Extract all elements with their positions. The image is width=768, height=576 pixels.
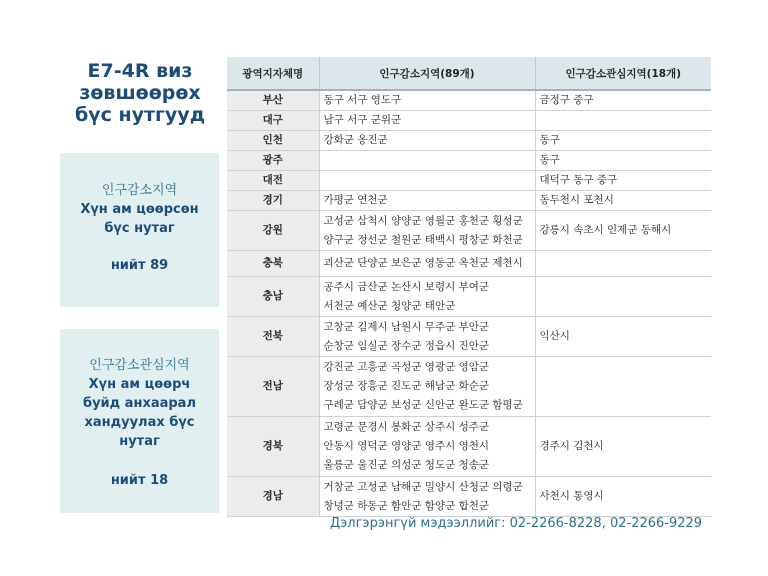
concern-cell	[535, 111, 711, 131]
card-korean-label: 인구감소지역	[101, 183, 178, 198]
region-name-cell: 부산	[227, 90, 319, 111]
region-name-cell: 충북	[227, 251, 319, 277]
table-row	[227, 211, 711, 251]
concern-cell	[535, 251, 711, 277]
region-name-cell: 대전	[227, 171, 319, 191]
card-label-line: хандуулах бүс	[84, 415, 195, 430]
district-list-line: 강화군 옹진군	[323, 134, 388, 146]
column-header-concern: 인구감소관심지역(18개)	[535, 57, 711, 90]
district-list-line: 순창군 임실군 장수군 정읍시 진안군	[323, 339, 489, 352]
district-list-line: 구례군 담양군 보성군 신안군 완도군 함평군	[323, 399, 523, 411]
concern-area-card	[60, 329, 219, 513]
region-name-cell: 경기	[227, 191, 319, 211]
district-list-line: 강진군 고흥군 곡성군 영광군 영암군	[323, 361, 489, 373]
table-body	[227, 90, 711, 517]
depopulation-cell	[319, 131, 535, 151]
title-line: зөвшөөрөх	[79, 82, 201, 104]
concern-cell: 동두천시 포천시	[535, 191, 711, 211]
depopulation-cell	[319, 191, 535, 211]
page-title	[60, 60, 220, 126]
district-list-line: 거창군 고성군 남해군 밀양시 산청군 의령군	[323, 480, 523, 493]
column-header-depopulation: 인구감소지역(89개)	[319, 57, 535, 90]
concern-cell: 금정구 중구	[535, 90, 711, 111]
region-name-cell: 인천	[227, 131, 319, 151]
card-label-line: Хүн ам цөөрч	[88, 377, 191, 392]
depopulation-cell	[319, 211, 535, 251]
table-row	[227, 251, 711, 277]
card-label-line: нутаг	[119, 434, 160, 449]
region-name-cell: 전남	[227, 357, 319, 417]
district-list-line: 고성군 삼척시 양양군 영월군 홍천군 횡성군	[323, 214, 523, 227]
region-name-cell: 전북	[227, 317, 319, 357]
table-row	[227, 151, 711, 171]
concern-cell: 익산시	[535, 317, 711, 357]
region-name-cell: 경북	[227, 417, 319, 477]
region-name-cell: 경남	[227, 477, 319, 517]
card-label-line: Хүн ам цөөрсөн	[80, 202, 199, 217]
depopulation-cell	[319, 171, 535, 191]
district-list-line: 동구 서구 영도구	[323, 94, 402, 106]
depopulation-cell	[319, 90, 535, 111]
card-label-line: бүс нутаг	[104, 221, 175, 236]
concern-cell: 동구	[535, 151, 711, 171]
column-header-province: 광역지자체명	[227, 57, 319, 90]
table-row	[227, 357, 711, 417]
district-list-line: 남구 서구 군위군	[323, 114, 402, 126]
contact-footer: Дэлгэрэнгүй мэдээллийг: 02-2266-8228, 02-2266-9229	[330, 516, 703, 531]
table-header-row	[227, 57, 711, 90]
regions-table	[227, 57, 711, 517]
card-total: нийт 89	[110, 258, 169, 273]
depopulation-cell	[319, 151, 535, 171]
region-name-cell: 대구	[227, 111, 319, 131]
district-list-line: 장성군 장흥군 진도군 해남군 화순군	[323, 380, 489, 392]
table-row	[227, 317, 711, 357]
district-list-line: 고령군 문경시 봉화군 상주시 성주군	[323, 421, 489, 433]
card-total: нийт 18	[110, 473, 169, 488]
concern-cell: 강릉시 속초시 인제군 동해시	[535, 211, 711, 251]
concern-cell	[535, 357, 711, 417]
concern-cell: 대덕구 동구 중구	[535, 171, 711, 191]
title-line: бүс нутгууд	[74, 104, 206, 126]
district-list-line: 괴산군 단양군 보은군 영동군 옥천군 제천시	[323, 257, 523, 269]
table-row	[227, 477, 711, 517]
table-row	[227, 111, 711, 131]
depopulation-cell	[319, 417, 535, 477]
district-list-line: 서천군 예산군 청양군 태안군	[323, 299, 456, 312]
depopulation-cell	[319, 357, 535, 417]
region-name-cell: 충남	[227, 277, 319, 317]
district-list-line: 울릉군 울진군 의성군 청도군 청송군	[323, 459, 489, 471]
depopulation-cell	[319, 477, 535, 517]
depopulation-cell	[319, 317, 535, 357]
card-korean-label: 인구감소관심지역	[89, 358, 190, 373]
card-label-line: буйд анхаарал	[83, 396, 196, 411]
district-list-line: 가평군 연천군	[323, 194, 388, 206]
district-list-line: 양구군 정선군 철원군 태백시 평창군 화천군	[323, 233, 523, 246]
concern-cell: 경주시 김천시	[535, 417, 711, 477]
depopulation-cell	[319, 251, 535, 277]
table-row	[227, 191, 711, 211]
district-list-line: 창녕군 하동군 함안군 함양군 합천군	[323, 499, 489, 512]
district-list-line: 안동시 영덕군 영양군 영주시 영천시	[323, 440, 489, 452]
table-row	[227, 417, 711, 477]
depopulation-area-card	[60, 153, 219, 307]
region-name-cell: 강원	[227, 211, 319, 251]
table-row	[227, 131, 711, 151]
region-name-cell: 광주	[227, 151, 319, 171]
table-row	[227, 171, 711, 191]
table-row	[227, 277, 711, 317]
district-list-line: 공주시 금산군 논산시 보령시 부여군	[323, 280, 489, 293]
depopulation-cell	[319, 111, 535, 131]
concern-cell	[535, 277, 711, 317]
title-line: E7-4R виз	[87, 60, 193, 82]
concern-cell: 동구	[535, 131, 711, 151]
district-list-line: 고창군 김제시 남원시 무주군 부안군	[323, 320, 489, 333]
table-row	[227, 90, 711, 111]
depopulation-cell	[319, 277, 535, 317]
concern-cell: 사천시 통영시	[535, 477, 711, 517]
